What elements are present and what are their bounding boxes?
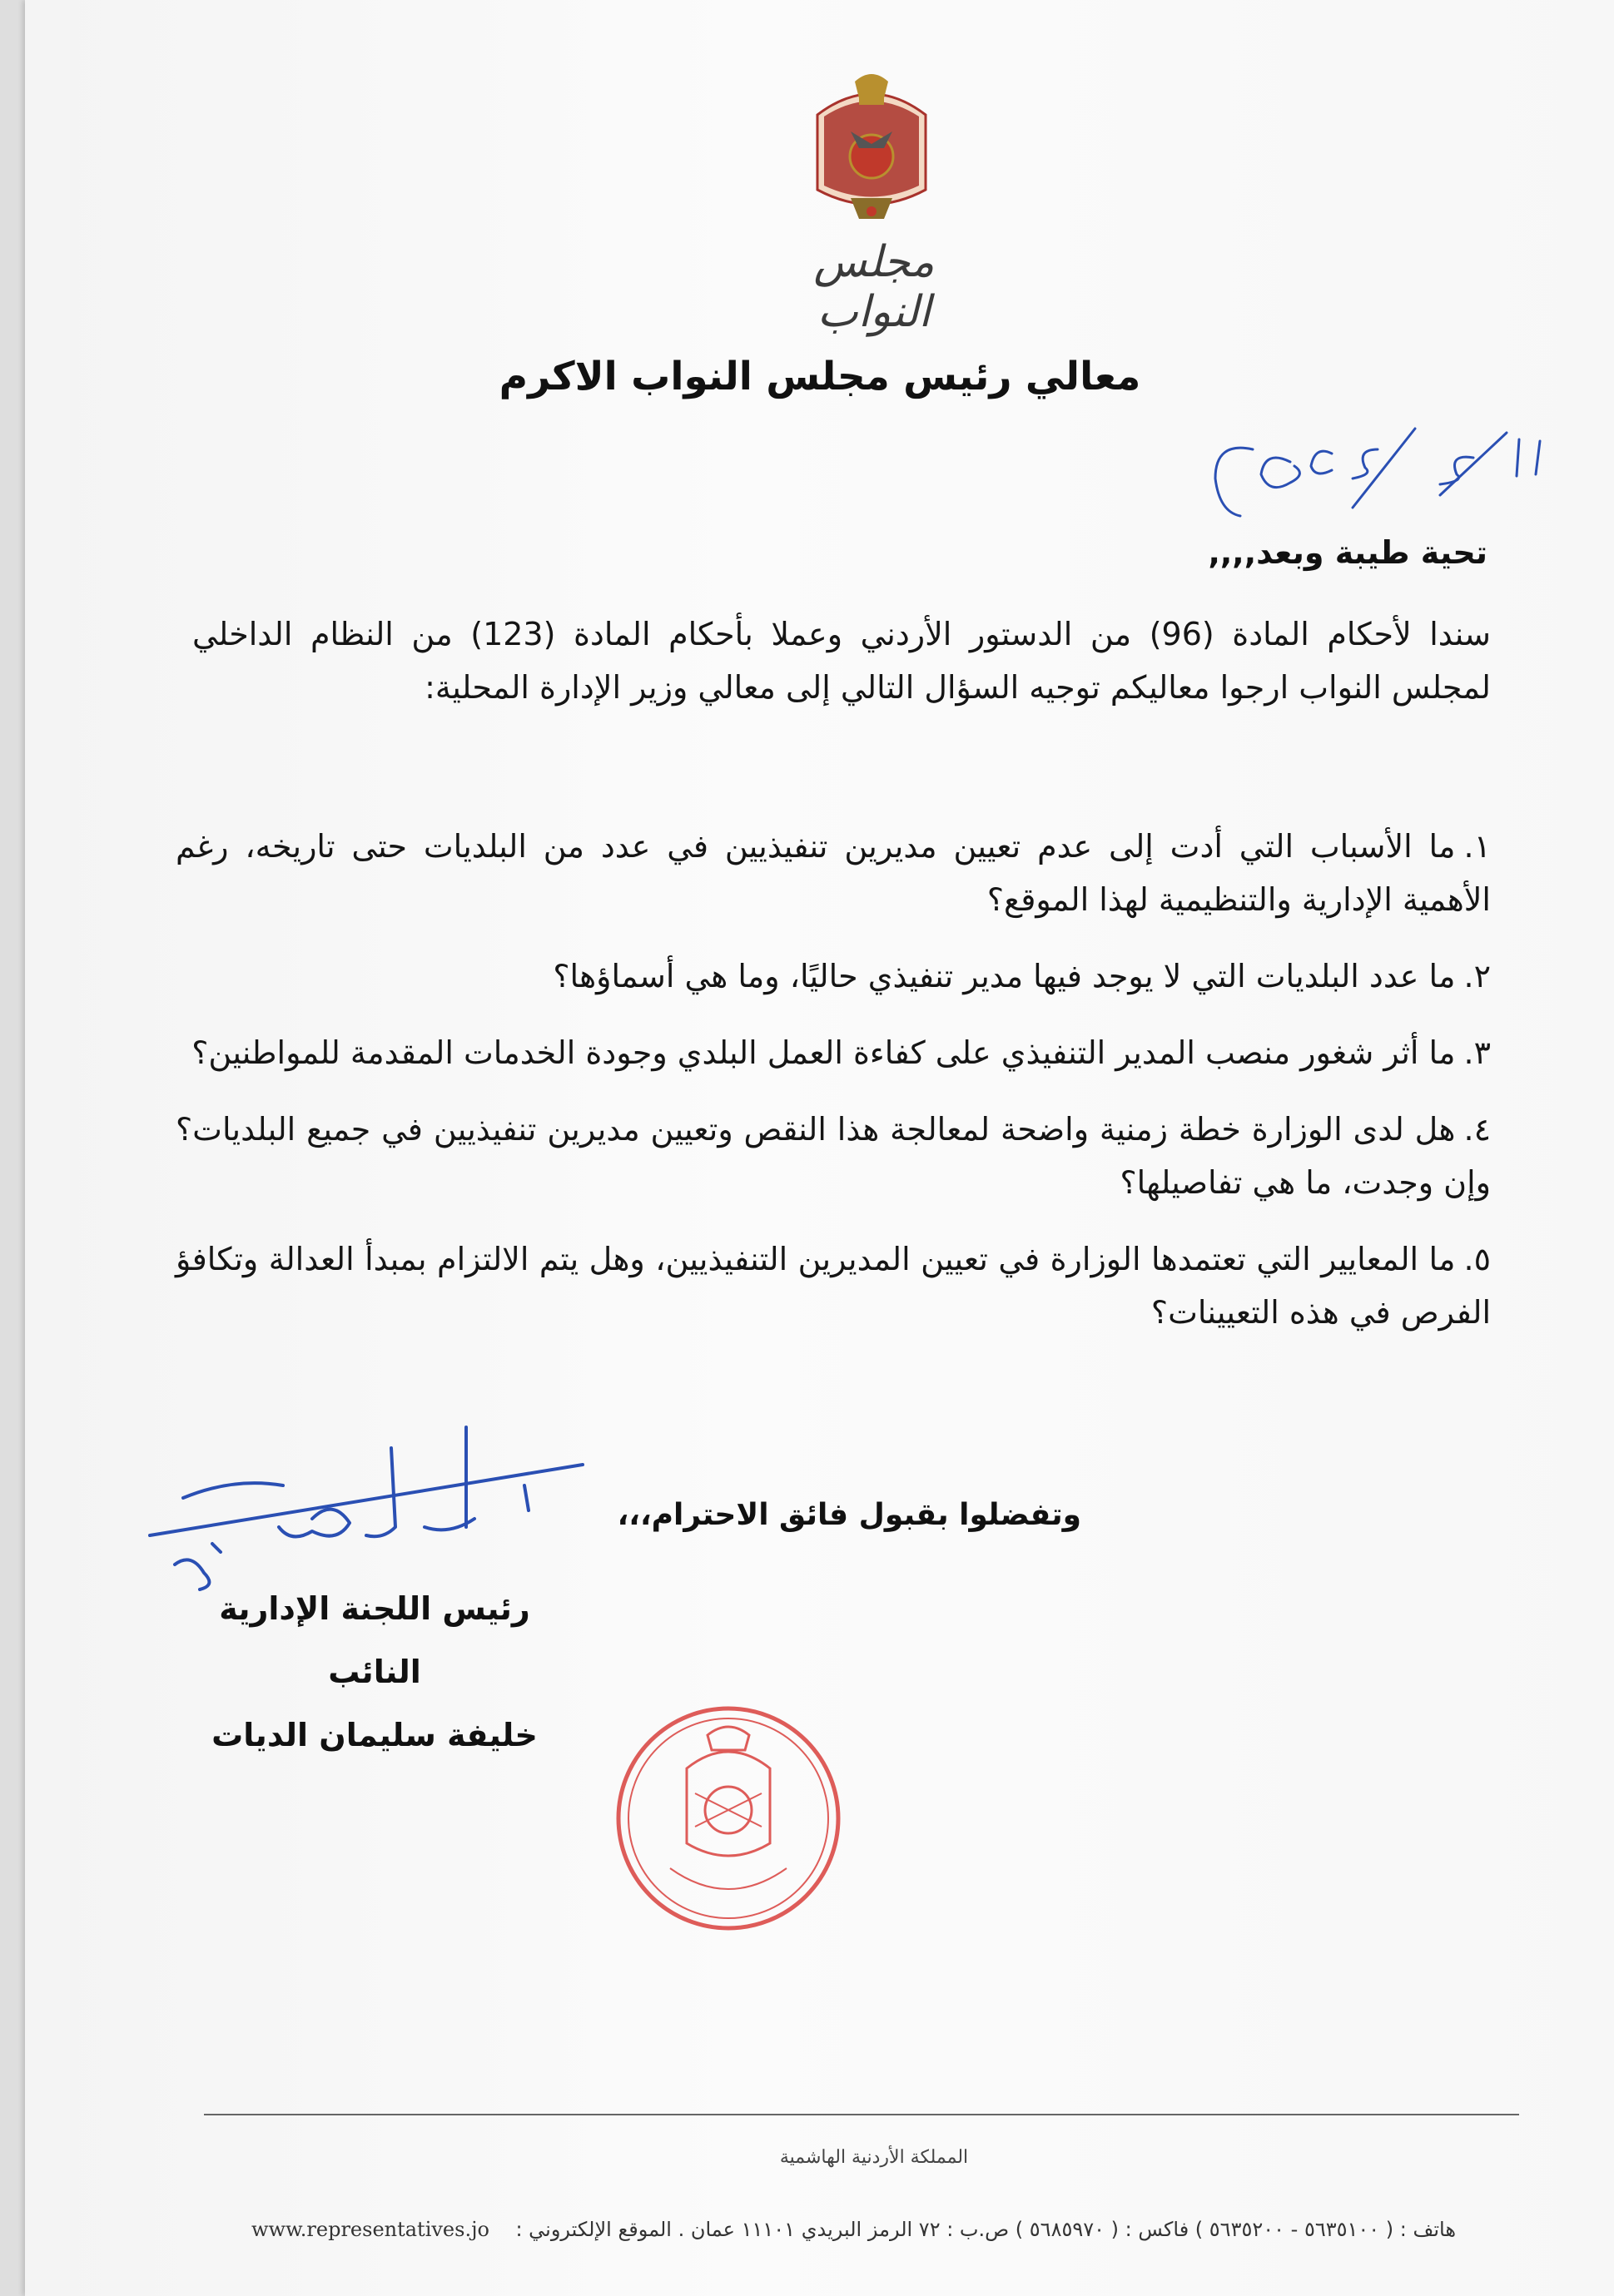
handwritten-date	[1190, 416, 1565, 537]
footer-divider	[204, 2114, 1519, 2115]
signatory-name: خليفة سليمان الديات	[211, 1717, 538, 1753]
question-item	[176, 1026, 1491, 1079]
footer-contact-line: هاتف : ( ٥٦٣٥١٠٠ - ٥٦٣٥٢٠٠ ) فاكس : ( ٥٦٨٥٩٧٠ ) ص.ب : ٧٢ الرمز البريدي ١١١٠١ عمان . الموقع الإلكتروني :	[515, 2218, 1456, 2241]
question-text: ما أثر شغور منصب المدير التنفيذي على كفاءة العمل البلدي وجودة الخدمات المقدمة للمواطنين؟	[191, 1034, 1456, 1071]
closing-line: وتفضلوا بقبول فائق الاحترام،،،	[617, 1498, 1081, 1532]
question-number: ١.	[1463, 828, 1491, 865]
official-seal-stamp	[612, 1702, 845, 1935]
question-item	[176, 950, 1491, 1003]
seal-text: النائب خليفة الديات	[612, 1702, 619, 1703]
question-item	[176, 1232, 1491, 1339]
recipient-heading: معالي رئيس مجلس النواب الاكرم	[499, 354, 1141, 399]
intro-paragraph: سندا لأحكام المادة (96) من الدستور الأردني وعملا بأحكام المادة (123) من النظام الداخلي لمجلس النواب ارجوا معاليكم توجيه السؤال التالي إلى معالي وزير الإدارة المحلية:	[192, 616, 1492, 706]
signatory-block	[191, 1577, 558, 1767]
questions-list	[176, 820, 1491, 1362]
council-name-calligraphy: مجلس النواب	[813, 237, 935, 337]
question-text: ما المعايير التي تعتمدها الوزارة في تعيين المديرين التنفيذيين، وهل يتم الالتزام بمبدأ العدالة وتكافؤ الفرص في هذه التعيينات؟	[176, 1241, 1491, 1331]
question-text: ما الأسباب التي أدت إلى عدم تعيين مديرين تنفيذيين في عدد من البلديات حتى تاريخه، رغم الأهمية الإدارية والتنظيمية لهذا الموقع؟	[176, 828, 1491, 918]
question-text: هل لدى الوزارة خطة زمنية واضحة لمعالجة هذا النقص وتعيين مديرين تنفيذيين في جميع البلديات؟ وإن وجدت، ما هي تفاصيلها؟	[176, 1111, 1491, 1201]
jordan-crest-emblem	[801, 65, 942, 231]
question-item	[176, 820, 1491, 926]
footer-website-link[interactable]: www.representatives.jo	[251, 2218, 489, 2241]
question-number: ٥.	[1463, 1241, 1491, 1277]
handwritten-date-text: ١١/٦/٢٠٢٥م	[1190, 416, 1195, 417]
question-number: ٣.	[1463, 1034, 1491, 1071]
question-text: ما عدد البلديات التي لا يوجد فيها مدير تنفيذي حاليًا، وما هي أسماؤها؟	[553, 958, 1456, 994]
question-number: ٢.	[1463, 958, 1491, 994]
signatory-role: النائب	[328, 1654, 421, 1690]
question-item	[176, 1103, 1491, 1209]
question-number: ٤.	[1463, 1111, 1491, 1148]
greeting-line: تحية طيبة وبعد,,,,	[1208, 534, 1487, 571]
signatory-title: رئيس اللجنة الإدارية	[219, 1590, 530, 1627]
footer-kingdom-name: المملكة الأردنية الهاشمية	[779, 2147, 969, 2168]
letter-page	[25, 0, 1614, 2296]
